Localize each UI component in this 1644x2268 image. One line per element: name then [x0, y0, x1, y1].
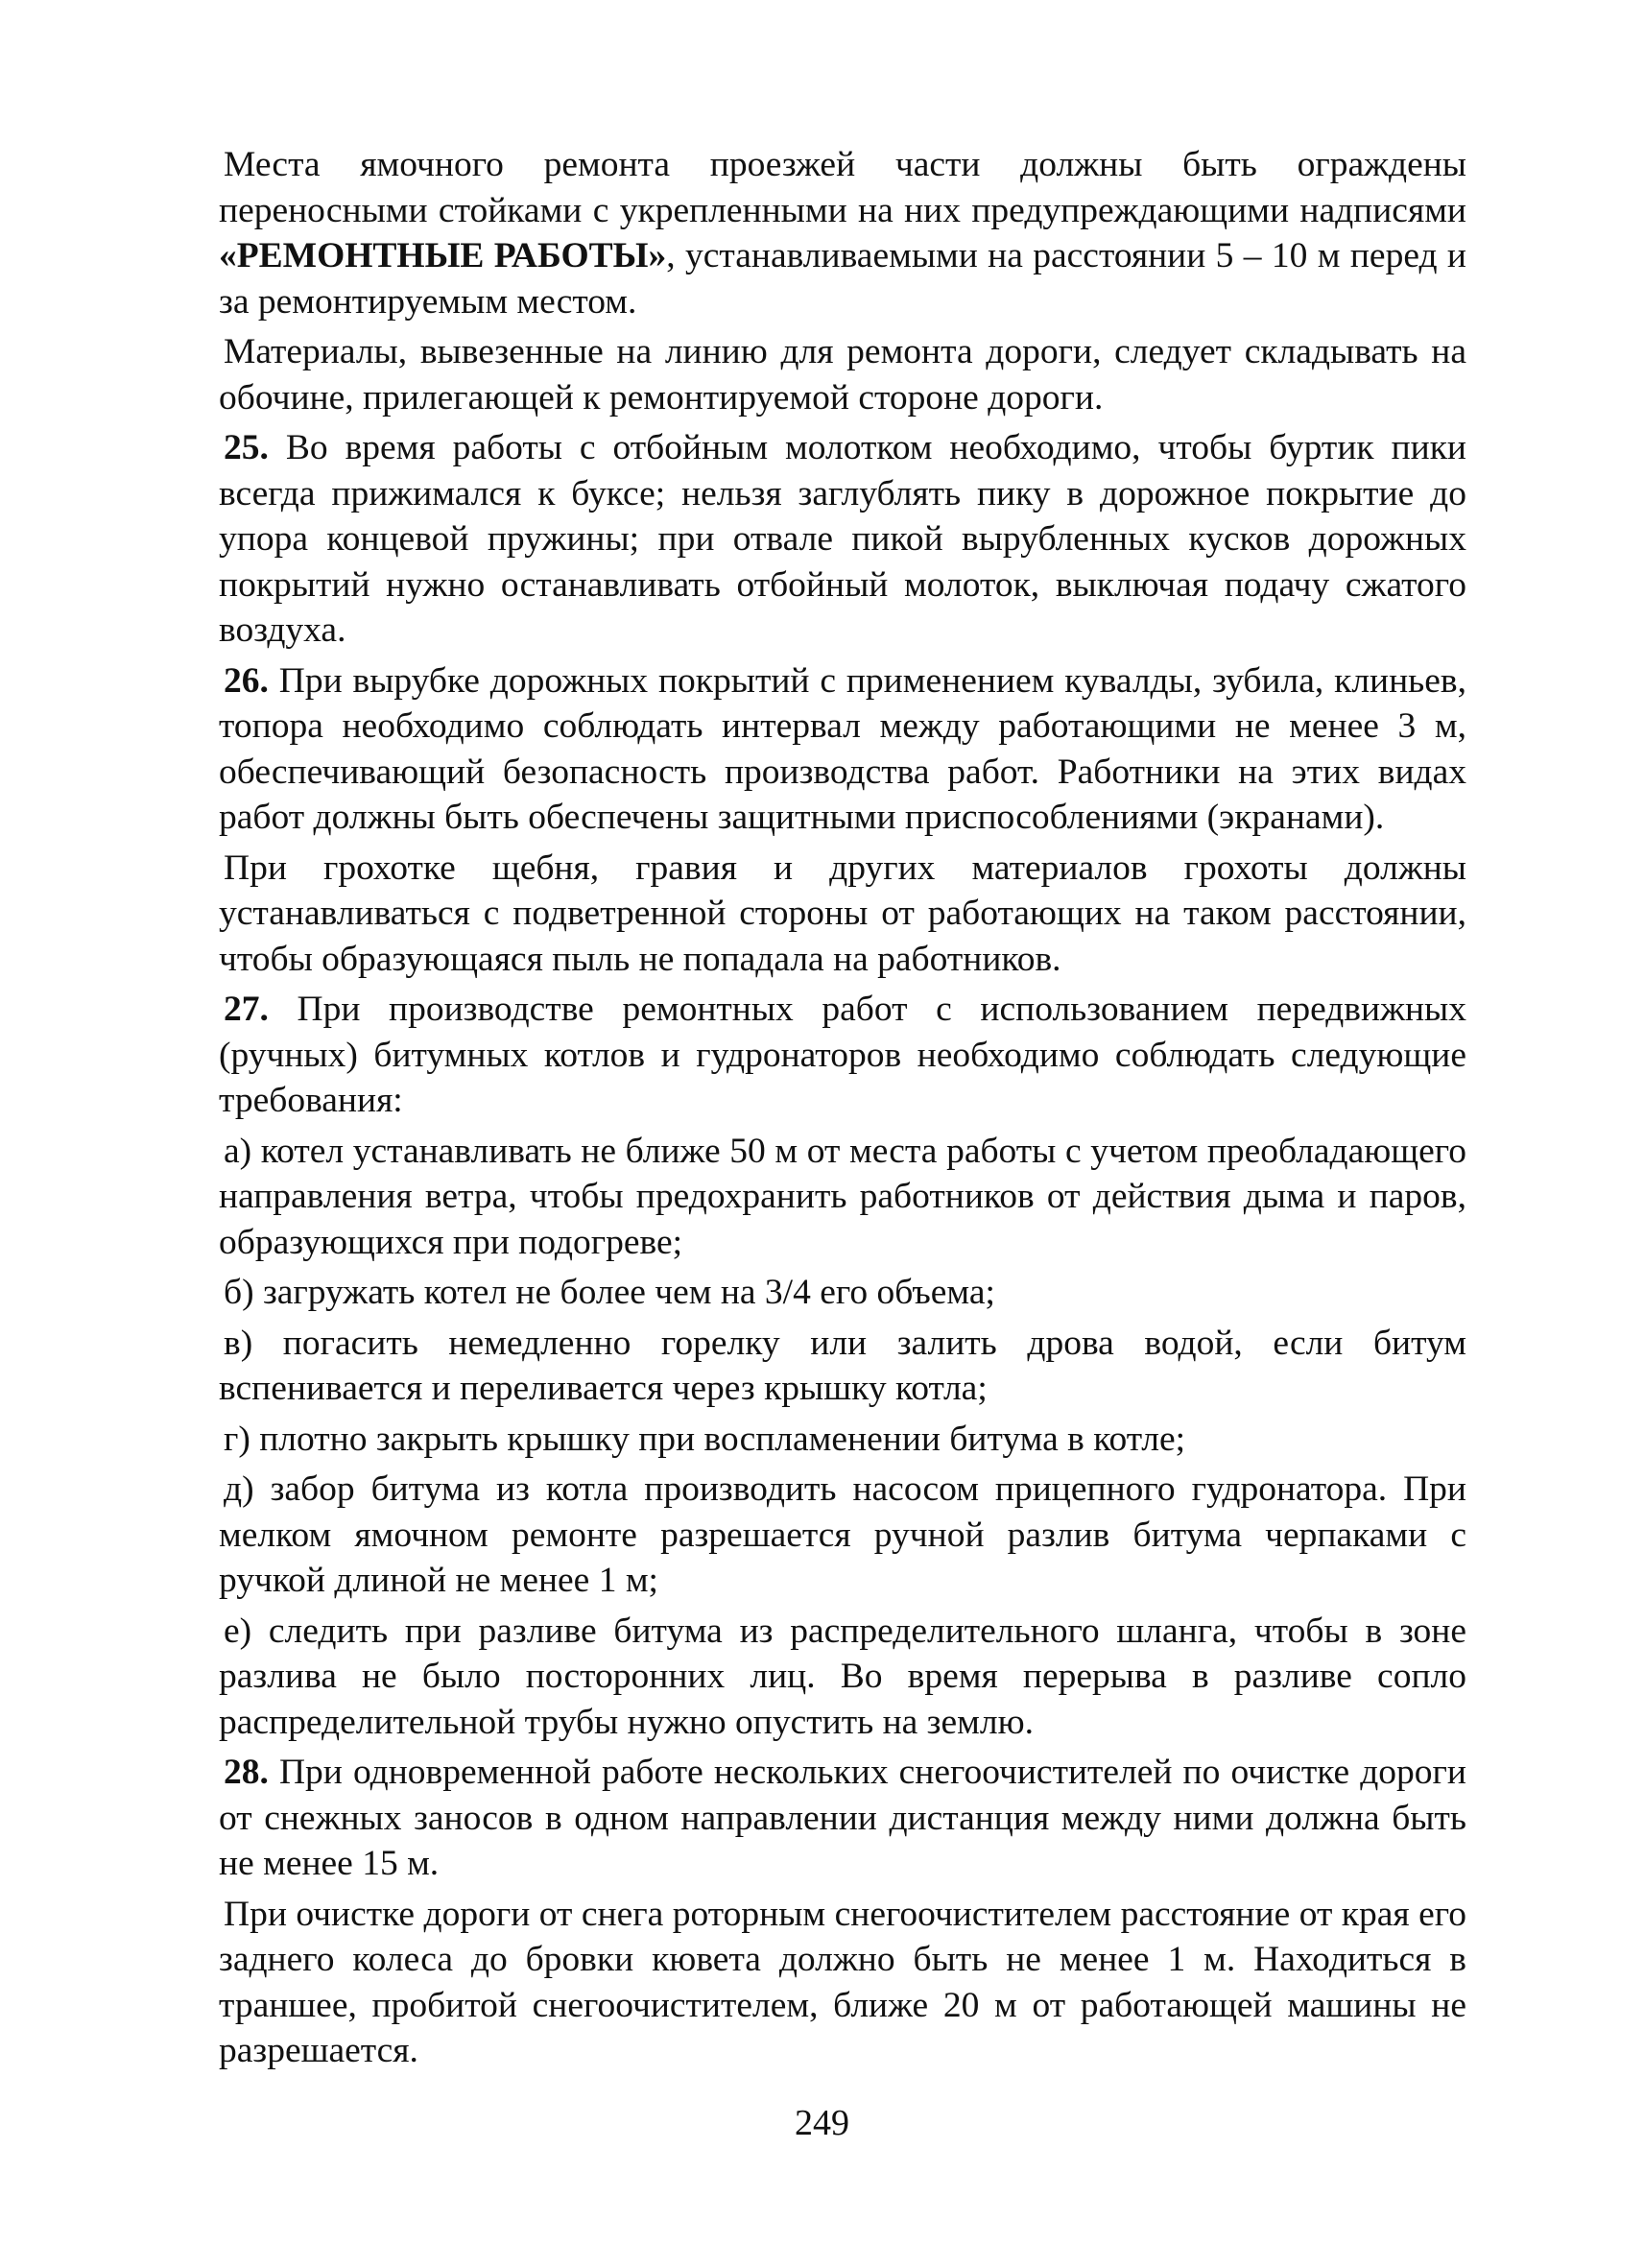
paragraph-text: При вырубке дорожных покрытий с применением кувалды, зубила, клиньев, топора необходимо соблюдать интервал между работающими не менее 3 м, обеспечивающий безопасность производства работ. Работники на этих видах работ должны быть обеспечены защитными приспособлениями (экранами). — [219, 660, 1466, 837]
paragraph-text: е) следить при разливе битума из распределительного шланга, чтобы в зоне разлива не было посторонних лиц. Во время перерыва в разливе сопло распределительной трубы нужно опустить на землю. — [219, 1611, 1466, 1742]
paragraph-materials — [219, 329, 1466, 420]
paragraph-25 — [219, 425, 1466, 654]
list-item-e — [219, 1609, 1466, 1746]
list-item-d — [219, 1467, 1466, 1604]
paragraph-text: г) плотно закрыть крышку при воспламенении битума в котле; — [224, 1419, 1186, 1459]
paragraph-screening — [219, 846, 1466, 983]
paragraph-26 — [219, 658, 1466, 841]
paragraph-number: 26. — [224, 660, 269, 701]
document-body — [219, 142, 1466, 2079]
list-item-b — [219, 1270, 1466, 1316]
paragraph-text: Во время работы с отбойным молотком необходимо, чтобы буртик пики всегда прижимался к буксе; нельзя заглублять пику в дорожное покрытие до упора концевой пружины; при отвале пикой вырубленных кусков дорожных покрытий нужно останавливать отбойный молоток, выключая подачу сжатого воздуха. — [219, 428, 1466, 650]
paragraph-28 — [219, 1750, 1466, 1887]
paragraph-text: , устанавливаемыми на расстоянии 5 – 10 м перед и за ремонтируемым местом. — [219, 236, 1466, 322]
paragraph-27 — [219, 987, 1466, 1124]
paragraph-rotary-snowplow — [219, 1892, 1466, 2074]
list-item-a — [219, 1129, 1466, 1266]
paragraph-text: а) котел устанавливать не ближе 50 м от места работы с учетом преобладающего направления ветра, чтобы предохранить работников от действия дыма и паров, образующихся при подогреве; — [219, 1131, 1466, 1262]
paragraph-repair-fencing — [219, 142, 1466, 324]
list-item-v — [219, 1321, 1466, 1412]
paragraph-text: Места ямочного ремонта проезжей части должны быть ограждены переносными стойками с укрепленными на них предупреждающими надписями — [219, 145, 1466, 230]
sign-label-text: «РЕМОНТНЫЕ РАБОТЫ» — [219, 236, 667, 275]
paragraph-number: 27. — [224, 990, 269, 1029]
page-number: 249 — [795, 2103, 849, 2143]
paragraph-number: 28. — [224, 1753, 269, 1792]
paragraph-text: д) забор битума из котла производить насосом прицепного гудронатора. При мелком ямочном ремонте разрешается ручной разлив битума черпаками с ручкой длиной не менее 1 м; — [219, 1469, 1466, 1600]
paragraph-number: 25. — [224, 428, 269, 467]
paragraph-text: При очистке дороги от снега роторным снегоочистителем расстояние от края его заднего колеса до бровки кювета должно быть не менее 1 м. Находиться в траншее, пробитой снегоочистителем, ближе 20 м от работающей машины не разрешается. — [219, 1894, 1466, 2070]
paragraph-text: в) погасить немедленно горелку или залить дрова водой, если битум вспенивается и переливается через крышку котла; — [219, 1323, 1466, 1408]
paragraph-text: При грохотке щебня, гравия и других материалов грохоты должны устанавливаться с подветренной стороны от работающих на таком расстоянии, чтобы образующаяся пыль не попадала на работников. — [219, 848, 1466, 979]
paragraph-text: При одновременной работе нескольких снегоочистителей по очистке дороги от снежных заносов в одном направлении дистанция между ними должна быть не менее 15 м. — [219, 1753, 1466, 1883]
paragraph-text: При производстве ремонтных работ с использованием передвижных (ручных) битумных котлов и гудронаторов необходимо соблюдать следующие требования: — [219, 990, 1466, 1120]
list-item-g — [219, 1417, 1466, 1463]
paragraph-text: б) загружать котел не более чем на 3/4 его объема; — [224, 1273, 995, 1312]
paragraph-text: Материалы, вывезенные на линию для ремонта дороги, следует складывать на обочине, прилегающей к ремонтируемой стороне дороги. — [219, 332, 1466, 418]
